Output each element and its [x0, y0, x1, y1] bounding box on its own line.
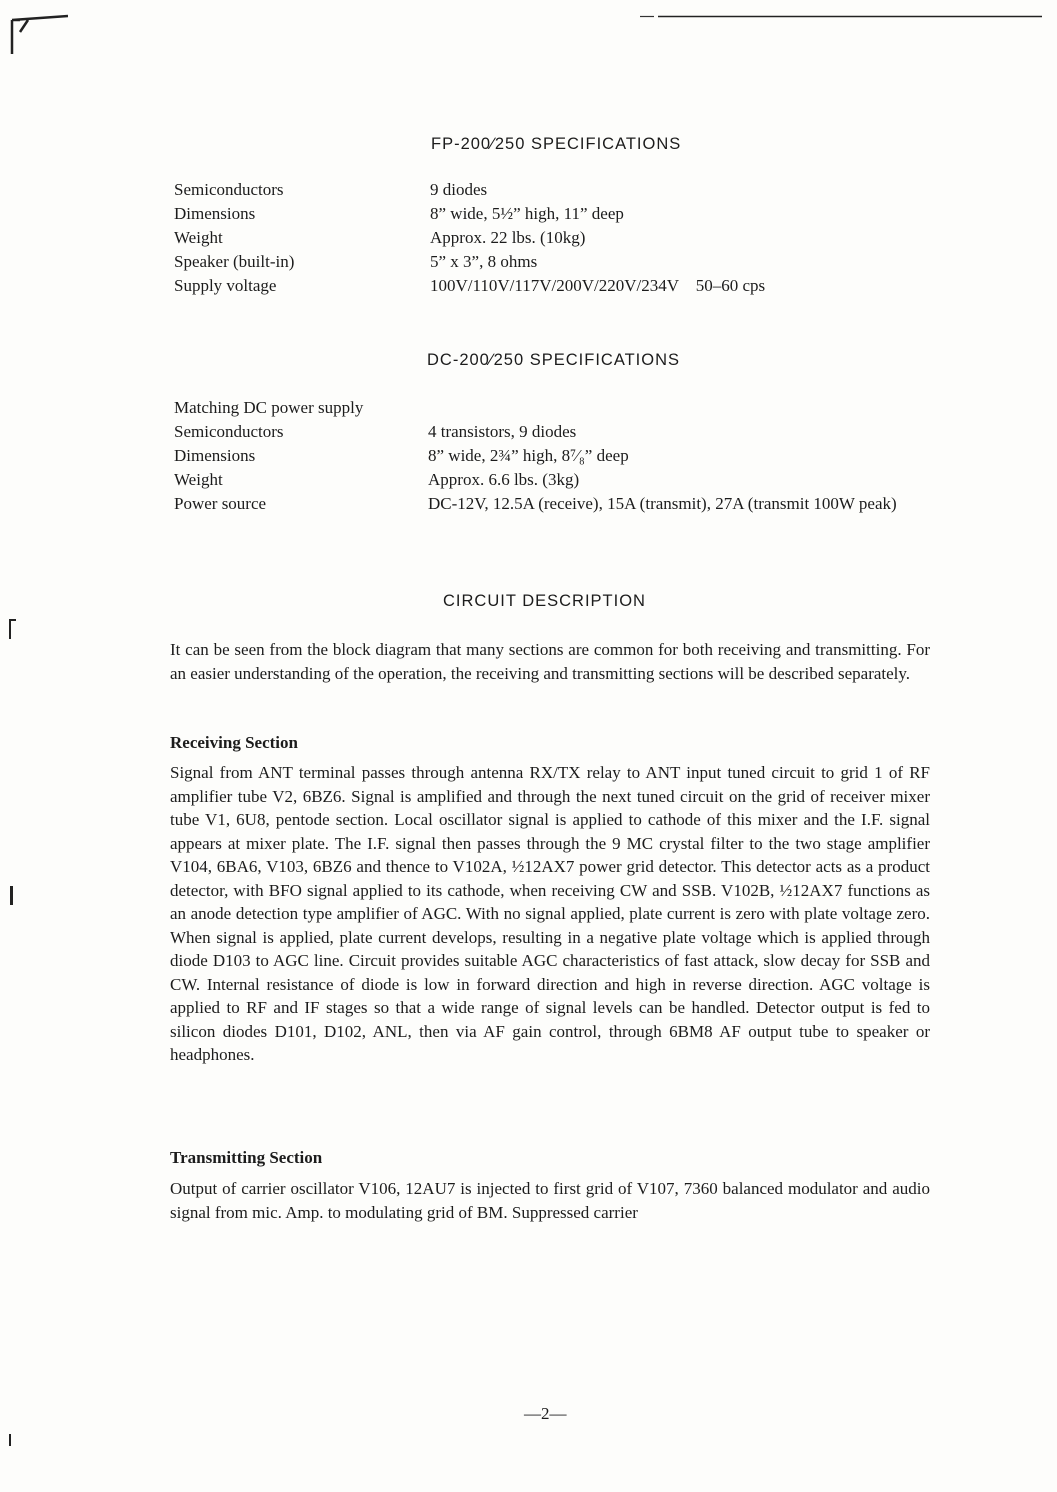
- spec-row: [174, 274, 934, 298]
- margin-mark: [9, 619, 16, 621]
- spec-label: Supply voltage: [174, 276, 277, 295]
- spec-value: 100V/110V/117V/200V/220V/234V 50–60 cps: [430, 276, 766, 295]
- spec-value: Approx. 6.6 lbs. (3kg): [428, 470, 580, 489]
- spec-row: [174, 420, 934, 444]
- margin-mark: [9, 619, 11, 639]
- spec-value: 9 diodes: [430, 180, 488, 199]
- spec-value: DC-12V, 12.5A (receive), 15A (transmit), 27A (transmit 100W peak): [428, 494, 897, 513]
- spec-value: 4 transistors, 9 diodes: [428, 422, 577, 441]
- margin-mark: [10, 886, 13, 905]
- fp-spec-title: FP-200∕250 SPECIFICATIONS: [431, 135, 682, 153]
- spec-row: [174, 444, 934, 468]
- spec-label: Dimensions: [174, 204, 256, 223]
- spec-value: 8” wide, 5½” high, 11” deep: [430, 204, 624, 223]
- fp-spec-table: [174, 178, 934, 298]
- spec-value: Approx. 22 lbs. (10kg): [430, 228, 586, 247]
- spec-row: [174, 396, 934, 420]
- receiving-heading: Receiving Section: [170, 733, 298, 752]
- spec-row: [174, 250, 934, 274]
- top-rule: [640, 15, 1042, 18]
- margin-mark: [9, 1434, 11, 1446]
- dc-spec-title: DC-200∕250 SPECIFICATIONS: [427, 351, 681, 369]
- spec-label: Matching DC power supply: [174, 398, 364, 417]
- spec-label: Power source: [174, 494, 267, 513]
- spec-label: Weight: [174, 228, 223, 247]
- spec-label: Dimensions: [174, 446, 256, 465]
- spec-label: Semiconductors: [174, 180, 284, 199]
- spec-row: [174, 178, 934, 202]
- spec-label: Speaker (built-in): [174, 252, 295, 271]
- transmitting-heading: Transmitting Section: [170, 1148, 323, 1167]
- receiving-paragraph: Signal from ANT terminal passes through antenna RX/TX relay to ANT input tuned circuit to grid 1 of RF amplifier tube V2, 6BZ6. Signal is amplified and through the next tuned circuit on the grid of receiver mixer tube V1, 6U8, pentode section. Local oscillator signal is applied to cathode of this mixer and the I.F. signal appears at mixer plate. The I.F. signal then passes through the 9 MC crystal filter to the two stage amplifier V104, 6BA6, V103, 6BZ6 and thence to V102A, ½12AX7 power grid detector. This detector acts as a product detector, with BFO signal applied to its cathode, when receiving CW and SSB. V102B, ½12AX7 functions as an anode detection type amplifier of AGC. With no signal applied, plate current is zero with plate voltage zero. When signal is applied, plate current develops, resulting in a negative plate voltage which is applied through diode D103 to AGC line. Circuit provides suitable AGC characteristics of fast attack, slow decay for SSB and CW. Internal resistance of diode is low in forward direction and high in reverse direction. AGC voltage is applied to RF and IF stages so that a wide range of signal levels can be handled. Detector output is fed to silicon diodes D101, D102, ANL, then via AF gain control, through 6BM8 AF output tube to speaker or headphones.: [170, 763, 930, 1064]
- spec-row: [174, 492, 934, 540]
- spec-label: Weight: [174, 470, 223, 489]
- spec-value: 5” x 3”, 8 ohms: [430, 252, 538, 271]
- circuit-title: CIRCUIT DESCRIPTION: [443, 592, 646, 610]
- corner-mark-icon: [10, 14, 68, 54]
- intro-paragraph: It can be seen from the block diagram that many sections are common for both receiving and transmitting. For an easier understanding of the operation, the receiving and transmitting sections will be described separately.: [170, 640, 930, 683]
- spec-value: 8” wide, 2¾” high, 8⁷⁄₈” deep: [428, 446, 629, 465]
- spec-row: [174, 202, 934, 226]
- spec-row: [174, 468, 934, 492]
- page-number: —2—: [524, 1404, 567, 1423]
- spec-label: Semiconductors: [174, 422, 284, 441]
- dc-spec-table: [174, 396, 934, 540]
- spec-row: [174, 226, 934, 250]
- transmitting-paragraph: Output of carrier oscillator V106, 12AU7 is injected to first grid of V107, 7360 balanced modulator and audio signal from mic. Amp. to modulating grid of BM. Suppressed carrier: [170, 1179, 930, 1222]
